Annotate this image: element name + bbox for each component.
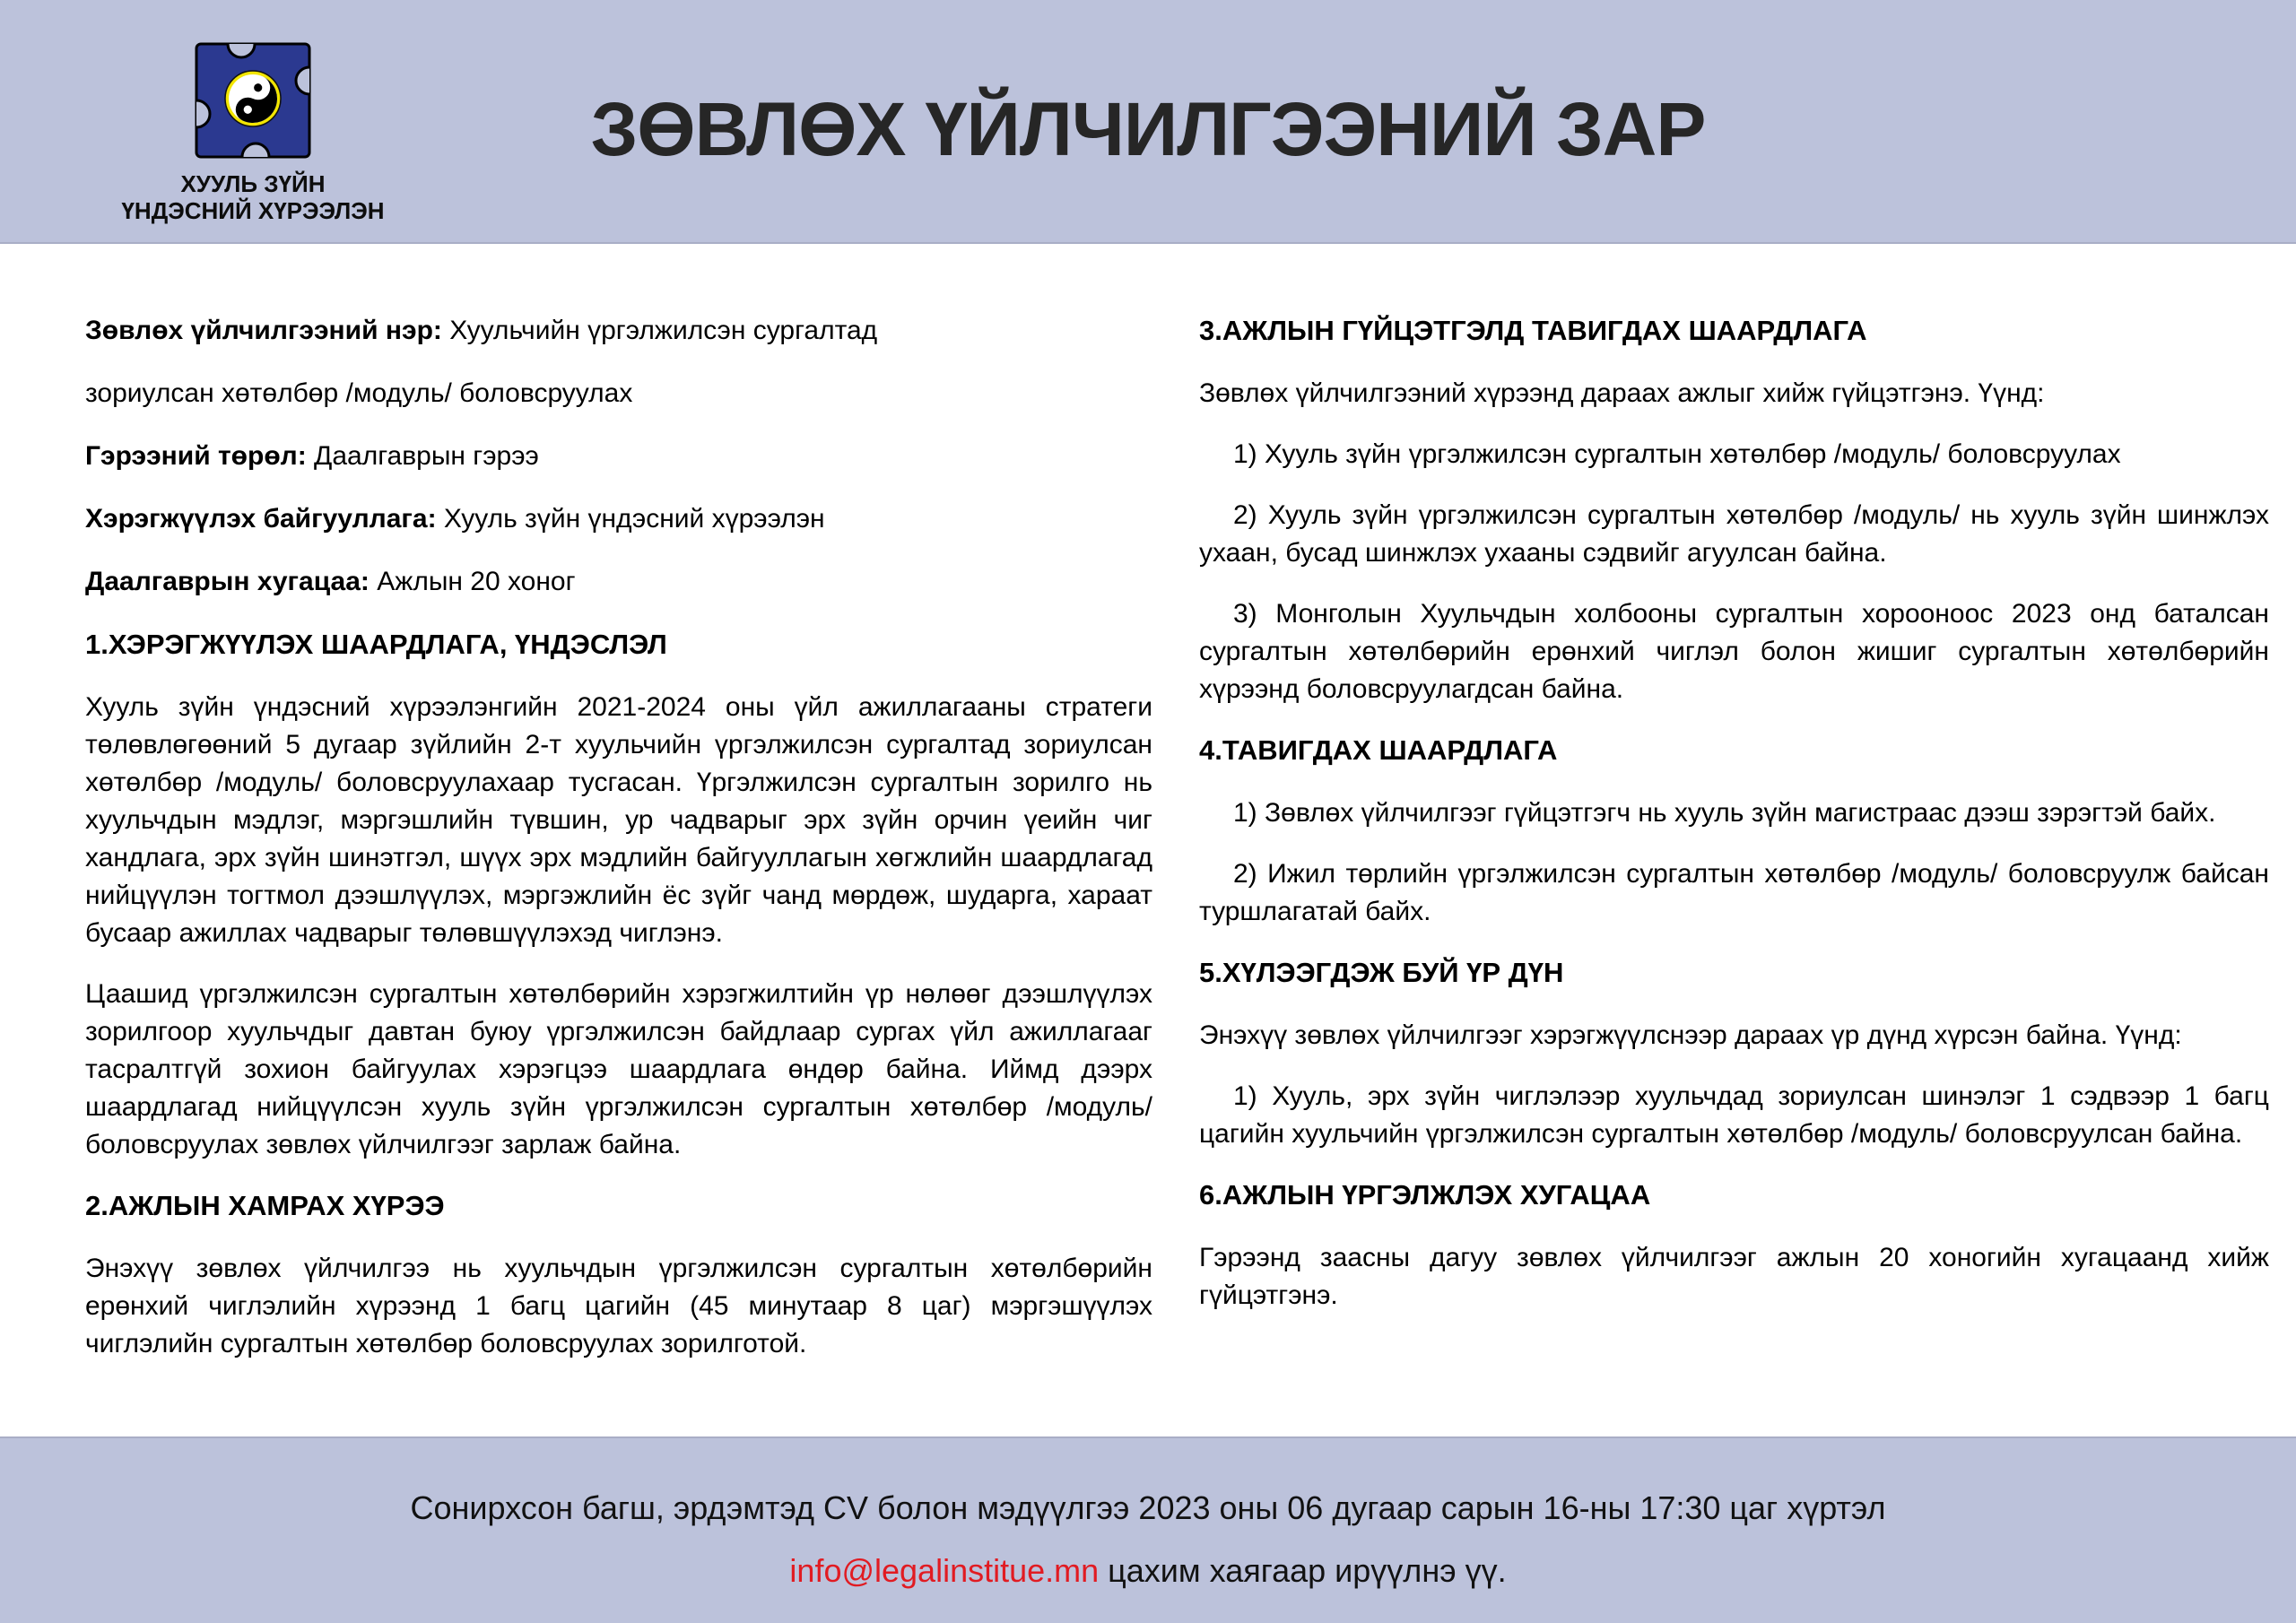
meta-line-assignment-duration — [85, 563, 1152, 601]
meta-line-contract-type — [85, 438, 1152, 475]
section-3-item-1: 1) Хууль зүйн үргэлжилсэн сургалтын хөтөлбөр /модуль/ боловсруулах — [1233, 439, 2121, 469]
section-4-heading: 4.ТАВИГДАХ ШААРДЛАГА — [1199, 734, 1558, 766]
section-6-paragraph: Гэрээнд заасны дагуу зөвлөх үйлчилгээг ажлын 20 хоногийн хугацаанд хийж гүйцэтгэнэ. — [1199, 1243, 2269, 1310]
section-3-heading: 3.АЖЛЫН ГҮЙЦЭТГЭЛД ТАВИГДАХ ШААРДЛАГА — [1199, 315, 1867, 346]
meta-line-service-name — [85, 312, 1152, 350]
meta-label: Гэрээний төрөл: — [85, 441, 307, 471]
contact-line — [0, 1551, 2296, 1591]
section-3-intro: Зөвлөх үйлчилгээний хүрээнд дараах ажлыг хийж гүйцэтгэнэ. Үүнд: — [1199, 378, 2045, 408]
header-band — [0, 0, 2296, 244]
contact-email-suffix: цахим хаягаар ирүүлнэ үү. — [1099, 1552, 1507, 1589]
section-4-item-1: 1) Зөвлөх үйлчилгээг гүйцэтгэгч нь хууль зүйн магистраас дээш зэрэгтэй байх. — [1233, 798, 2216, 828]
section-2-paragraph: Энэхүү зөвлөх үйлчилгээ нь хуульчдын үргэлжилсэн сургалтын хөтөлбөрийн ерөнхий чиглэлийн хүрээнд 1 багц цагийн (45 минутаар 8 цаг) мэргэшүүлэх чиглэлийн сургалтын хөтөлбөр боловсруулах зорилготой. — [85, 1254, 1152, 1358]
section-1-paragraph-2: Цаашид үргэлжилсэн сургалтын хөтөлбөрийн хэрэгжилтийн үр нөлөөг дээшлүүлэх зорилгоор хуульчдыг давтан буюу үргэлжилсэн байдлаар сургах үйл ажиллагааг тасралтгүй зохион байгуулах хэрэгцээ шаардлага өндөр байна. Иймд дээрх шаардлагад нийцүүлсэн хууль зүйн үргэлжилсэн сургалтын хөтөлбөр /модуль/ боловсруулах зөвлөх үйлчилгээг зарлаж байна. — [85, 979, 1152, 1159]
meta-value: зориулсан хөтөлбөр /модуль/ боловсруулах — [85, 378, 633, 408]
section-3-item-3: 3) Монголын Хуульчдын холбооны сургалтын хорооноос 2023 онд баталсан сургалтын хөтөлбөрийн ерөнхий чиглэл болон жишиг сургалтын хөтөлбөрийн хүрээнд боловсруулагдсан байна. — [1199, 599, 2269, 704]
meta-line-implementing-org — [85, 500, 1152, 538]
section-1-heading: 1.ХЭРЭГЖҮҮЛЭХ ШААРДЛАГА, ҮНДЭСЛЭЛ — [85, 629, 667, 660]
meta-line-service-name-cont — [85, 375, 1152, 412]
institute-logo — [100, 41, 405, 224]
meta-value: Даалгаврын гэрээ — [306, 441, 539, 471]
content-area — [0, 244, 2296, 1436]
section-5-intro: Энэхүү зөвлөх үйлчилгээг хэрэгжүүлснээр дараах үр дүнд хүрсэн байна. Үүнд: — [1199, 1020, 2182, 1050]
meta-label: Зөвлөх үйлчилгээний нэр: — [85, 316, 442, 345]
meta-label: Даалгаврын хугацаа: — [85, 567, 370, 596]
logo-caption-line1: ХУУЛЬ ЗҮЙН — [180, 170, 326, 197]
puzzle-yinyang-logo-icon — [100, 41, 405, 160]
contact-email-link[interactable]: info@legalinstitue.mn — [789, 1552, 1100, 1589]
meta-label: Хэрэгжүүлэх байгууллага: — [85, 504, 437, 534]
meta-value: Хуульчийн үргэлжилсэн сургалтад — [441, 316, 878, 345]
left-column — [85, 312, 1152, 1436]
section-3-item-2: 2) Хууль зүйн үргэлжилсэн сургалтын хөтөлбөр /модуль/ нь хууль зүйн шинжлэх ухаан, бусад шинжлэх ухааны сэдвийг агуулсан байна. — [1199, 500, 2269, 568]
section-5-item-1: 1) Хууль, эрх зүйн чиглэлээр хуульчдад зориулсан шинэлэг 1 сэдвээр 1 багц цагийн хуульчийн үргэлжилсэн сургалтын хөтөлбөр /модуль/ боловсруулсан байна. — [1199, 1081, 2269, 1149]
page-title: ЗӨВЛӨХ ҮЙЛЧИЛГЭЭНИЙ ЗАР — [590, 87, 1706, 171]
meta-value: Хууль зүйн үндэсний хүрээлэн — [436, 504, 825, 534]
section-6-heading: 6.АЖЛЫН ҮРГЭЛЖЛЭХ ХУГАЦАА — [1199, 1179, 1651, 1211]
footer-band — [0, 1436, 2296, 1623]
section-4-item-2: 2) Ижил төрлийн үргэлжилсэн сургалтын хөтөлбөр /модуль/ боловсруулж байсан туршлагатай байх. — [1199, 859, 2269, 926]
section-5-heading: 5.ХҮЛЭЭГДЭЖ БУЙ ҮР ДҮН — [1199, 957, 1564, 988]
section-1-paragraph-1: Хууль зүйн үндэсний хүрээлэнгийн 2021-2024 оны үйл ажиллагааны стратеги төлөвлөгөөний 5 дугаар зүйлийн 2-т хуульчийн үргэлжилсэн сургалтад зориулсан хөтөлбөр /модуль/ боловсруулахаар тусгасан. Үргэлжилсэн сургалтын зорилго нь хуульчдын мэдлэг, мэргэшлийн түвшин, ур чадварыг эрх зүйн орчин үеийн чиг хандлага, эрх зүйн шинэтгэл, шүүх эрх мэдлийн байгууллагын хөгжлийн шаардлагад нийцүүлэн тогтмол дээшлүүлэх, мэргэжлийн ёс зүйг чанд мөрдөж, шударга, хараат бусаар ажиллах чадварыг төлөвшүүлэхэд чиглэнэ. — [85, 692, 1152, 948]
contact-deadline-text: Сонирхсон багш, эрдэмтэд CV болон мэдүүлгээ 2023 оны 06 дугаар сарын 16-ны 17:30 цаг хүртэл — [410, 1489, 1886, 1526]
section-2-heading: 2.АЖЛЫН ХАМРАХ ХҮРЭЭ — [85, 1190, 445, 1221]
logo-caption-line2: ҮНДЭСНИЙ ХҮРЭЭЛЭН — [121, 197, 385, 224]
right-column — [1199, 312, 2269, 1436]
meta-value: Ажлын 20 хоног — [369, 567, 576, 596]
